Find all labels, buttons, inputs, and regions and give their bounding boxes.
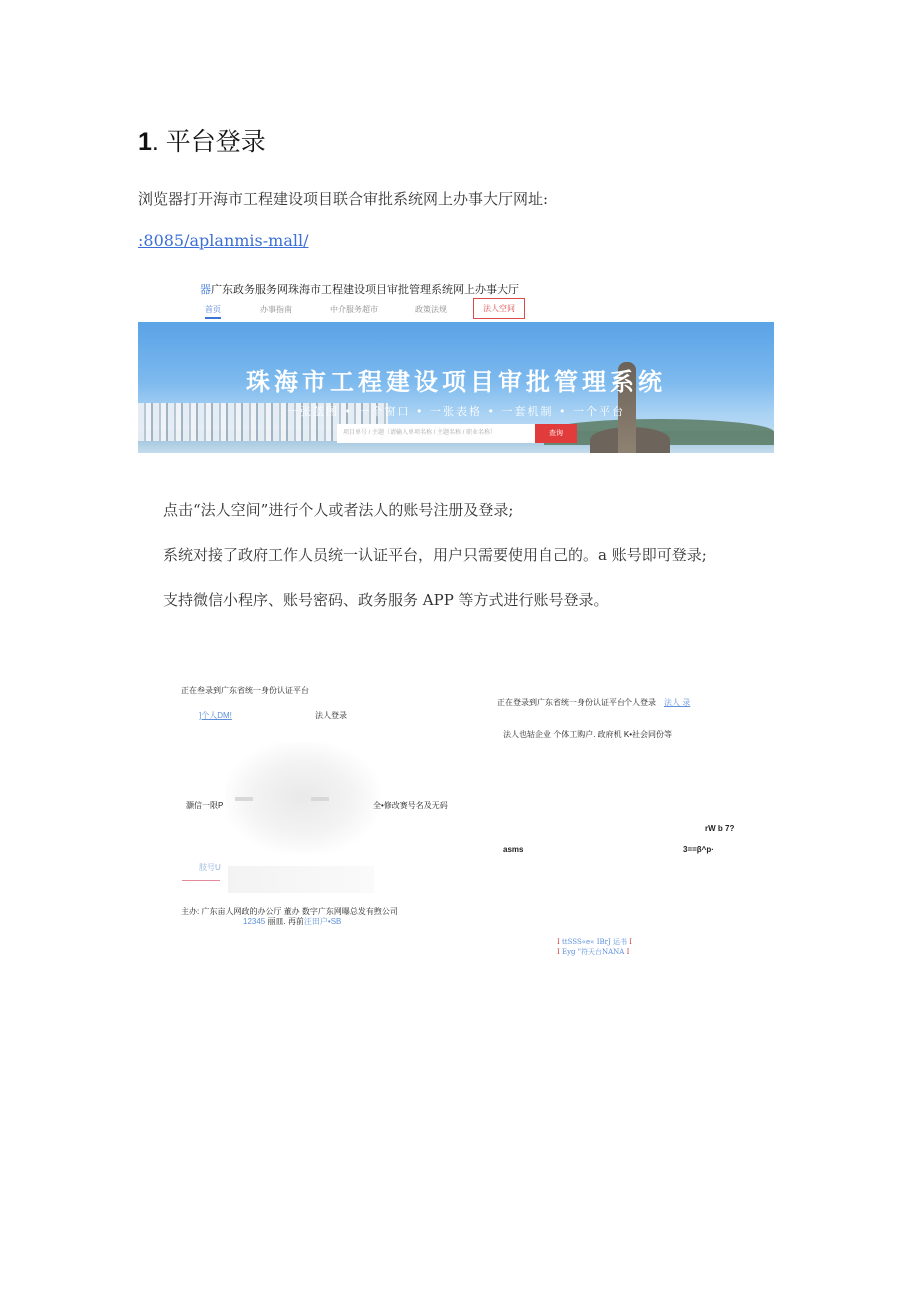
hero-banner bbox=[138, 322, 774, 453]
right-tab-personal[interactable]: 个人登录 bbox=[624, 698, 656, 707]
qr-code-area bbox=[225, 742, 380, 854]
left-tab-legal[interactable]: 法人登录 bbox=[315, 711, 347, 720]
portal-logo-icon: 器 bbox=[200, 284, 211, 296]
qr-mark-right bbox=[311, 797, 329, 801]
intro-paragraph: 浏览器打开海市工程建设项目联合审批系统网上办事大厅网址: bbox=[138, 190, 549, 208]
right-link-2[interactable]: I Eyg "符天台NANA I bbox=[557, 948, 630, 956]
left-account-label: 肢号U bbox=[199, 863, 221, 872]
nav-agency-market[interactable]: 中介服务超市 bbox=[330, 305, 378, 314]
left-account-underline bbox=[182, 880, 220, 881]
left-footer-organizer: 主办: 广东亩人网政的办公厅 董办 数字广东网曝总发有煦公司 bbox=[181, 907, 398, 916]
left-wechat-login[interactable]: 灏信一限P bbox=[186, 801, 224, 810]
left-account-field[interactable] bbox=[228, 866, 374, 893]
nav-guide[interactable]: 办事指南 bbox=[260, 305, 292, 314]
right-account-label: asms bbox=[503, 845, 524, 854]
banner-slogan: 一张蓝图 • 一个窗口 • 一张表格 • 一套机制 • 一个平台 bbox=[287, 405, 625, 418]
paragraph-unified-auth: 系统对接了政府工作人员统一认证平台，用户只需要使用自己的。a 账号即可登录; bbox=[163, 546, 707, 564]
section-heading: 1. 平台登录 bbox=[138, 128, 266, 156]
left-footer-contact: 12345 丽皿. 再前汪田户•SB bbox=[243, 917, 342, 926]
nav-legal-space[interactable]: 法人空间 bbox=[473, 298, 525, 319]
qr-mark-left bbox=[235, 797, 253, 801]
left-tab-personal[interactable]: ]个人DM! bbox=[199, 711, 232, 720]
left-login-header: 正在叁录到广东省统一身份认证平台 bbox=[181, 686, 309, 695]
right-legal-description: 法人也轱企业 个体工购户. 政府机 K•社会同份等 bbox=[503, 730, 673, 739]
left-modify-account[interactable]: 全•修改赛号名及无码 bbox=[373, 801, 448, 810]
nav-policies[interactable]: 政策法规 bbox=[415, 305, 447, 314]
nav-home[interactable]: 首页 bbox=[205, 304, 221, 319]
right-login-header: 正在登录到广东省统一身份认证平台 bbox=[497, 698, 625, 707]
paragraph-login-methods: 支持微信小程序、账号密码、政务服务 APP 等方式进行账号登录。 bbox=[163, 591, 609, 609]
banner-search-button[interactable]: 查询 bbox=[535, 424, 577, 443]
right-link-1[interactable]: I ttSSS«e« IBrJ 运书 I bbox=[557, 938, 632, 946]
portal-title: 器广东政务服务网珠海市工程建设项目审批管理系统网上办事大厅 bbox=[200, 284, 519, 296]
paragraph-click-legal-space: 点击“法人空间”进行个人或者法人的账号注册及登录; bbox=[163, 501, 514, 519]
portal-nav bbox=[200, 298, 530, 320]
portal-url-link[interactable]: :8085/aplanmis-mall/ bbox=[138, 231, 309, 250]
right-password-label: 3==β^p· bbox=[683, 845, 714, 854]
right-tab-legal[interactable]: 法人 录 bbox=[664, 698, 691, 707]
right-marker-text: rW b 7? bbox=[705, 824, 735, 833]
banner-search-input[interactable]: 项目单号 / 主题（请输入单项名称 / 主题名称 / 职业名称） bbox=[337, 424, 535, 443]
banner-title: 珠海市工程建设项目审批管理系统 bbox=[246, 368, 666, 396]
